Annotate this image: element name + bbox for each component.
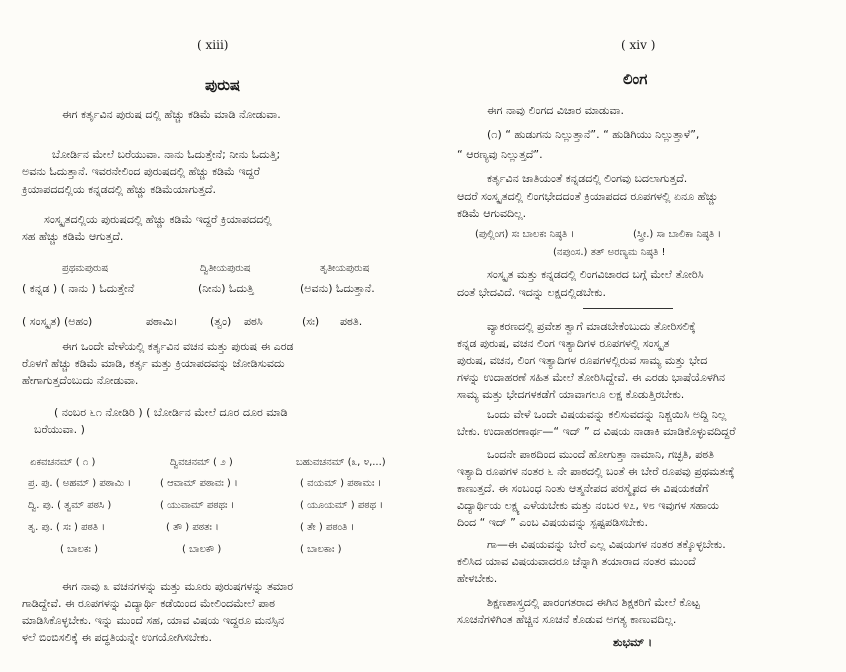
section-heading: ಪುರುಷ xyxy=(205,76,241,94)
sanskrit-example: ಪಠಸಿ xyxy=(244,315,263,328)
sanskrit-example: (ತ್ವಂ) xyxy=(210,315,232,328)
paragraph-line: ಗಾ—ಈ ವಿಷಯವನ್ನು ಬೇರೆ ಎಲ್ಲ ವಿಷಯಗಳ ನಂತರ ತಕ್ಕೊಳ್ಳಬೇಕು. xyxy=(487,538,726,551)
table-cell: ( ಬಾಲಕೌ ) xyxy=(182,544,222,555)
paragraph-line: ಆದರೆ ಸಂಸ್ಕೃತದಲ್ಲಿ ಲಿಂಗಭೇದದಂತೆ ಕ್ರಿಯಾಪದದ ರೂಪಗಳಲ್ಲಿ ಏನೂ ಹೆಚ್ಚು xyxy=(457,190,718,203)
vachana-header: ಬಹುವಚನಮ್ (೩, ೪,...) xyxy=(296,457,386,468)
paragraph-line: ಗಾಡಿದ್ದೇವೆ. ಈ ರೂಪಗಳನ್ನು ವಿದ್ಯಾರ್ಥಿ ಕಡೆಯಿಂದ ಮೇಲಿಂದಮೇಲೆ ಪಾಠ xyxy=(22,597,275,610)
sanskrit-example: (ಪುಲ್ಲಿಂಗ) ಸಃ ಬಾಲಕಃ ನಿಷ್ಠತಿ । xyxy=(475,229,575,240)
table-intro: ( ನಂಬರ ೬೧ ನೋಡಿರಿ ) ( ಬೋರ್ಡಿನ ಮೇಲೆ ದೂರ ದೂರ ಮಾಡಿ xyxy=(54,406,288,419)
sanskrit-example: ( ಸಂಸ್ಕೃತ) (ಅಹಂ) xyxy=(22,315,93,328)
paragraph-line: ಈಗ ಒಂದೇ ವೇಳೆಯಲ್ಲಿ ಕರ್ತೃವಿನ ವಚನ ಮತ್ತು ಪುರುಷ ಈ ಎರಡ xyxy=(62,340,294,353)
paragraph-line: ಒಂದು ವೇಳೆ ಒಂದೇ ವಿಷಯವನ್ನು ಕಲಿಸುವದನ್ನು ನಿಶ್ಚಯಿಸಿ ಅದ್ದಿ ನಿಲ್ಲ xyxy=(487,408,727,421)
table-cell: ( ಬಾಲಕಃ ) xyxy=(60,544,98,555)
table-cell: ( ಆವಾಮ್ ಪಠಾವಃ ) । xyxy=(160,478,238,489)
paragraph-line: ಹೇಳಬೇಕು. xyxy=(457,572,498,585)
example-line: (೧) “ ಹುಡುಗನು ನಿಲ್ಲುತ್ತಾನೆ”. “ ಹುಡಿಗಿಯು ನಿಲ್ಲುತ್ತಾಳೆ”, xyxy=(487,128,700,141)
page-number: ( xiii) xyxy=(197,38,229,52)
paragraph-line: ಕಲಿಸಿದ ಯಾವ ವಿಷಯವಾದರೂ ಚೆನ್ನಾಗಿ ತಯಾರಾದ ನಂತರ ಮುಂದೆ xyxy=(457,555,696,568)
paragraph-line: ಕನ್ನಡ ಪುರುಷ, ವಚನ ಲಿಂಗ ಇತ್ಯಾದಿಗಳ ರೂಪಗಳಲ್ಲಿ ಸಂಸ್ಕೃತ xyxy=(457,337,670,350)
paragraph-line: ದಿಂದ “ ಇದ್ ” ಎಂಬ ವಿಷಯವನ್ನು ಸ್ಪಷ್ಟಪಡಿಸಬೇಕು. xyxy=(457,516,649,529)
paragraph-line: ಕ್ರಿಯಾಪದದಲ್ಲಿಯ ಕನ್ನಡದಲ್ಲಿ ಹೆಚ್ಚು ಕಡಿಮೆಯಾಗುತ್ತದೆ. xyxy=(22,183,216,196)
table-cell: ( ವಯಮ್ ) ಪಠಾಮಃ । xyxy=(300,478,382,489)
table-cell: ( ಬಾಲಕಾಃ ) xyxy=(300,544,342,555)
kannada-example: ( ಕನ್ನಡ ) ( ನಾನು ) ಓದುತ್ತೇನೆ xyxy=(22,282,135,295)
paragraph-line: ರೊಳಗೆ ಹೆಚ್ಚು ಕಡಿಮೆ ಮಾಡಿ, ಕರ್ತೃ ಮತ್ತು ಕ್ರಿಯಾಪದವನ್ನು ಜೋಡಿಸುವದು xyxy=(22,357,285,370)
paragraph-line: ಹೇಗಾಗುತ್ತದೆಂಬುದು ನೋಡುವಾ. xyxy=(22,374,139,387)
section-divider xyxy=(583,308,673,309)
kannada-example: (ನೀನು) ಓದುತ್ತಿ xyxy=(198,282,254,295)
sanskrit-example: ಪಠತಿ. xyxy=(340,315,363,328)
vachana-header: ದ್ವಿವಚನಮ್ ( ೨ ) xyxy=(170,457,233,468)
section-heading: ಲಿಂಗ xyxy=(623,70,648,88)
paragraph-line: ದಂತೆ ಭೇದವಿದೆ. ಇದನ್ನು ಲಕ್ಷದಲ್ಲಿಡಬೇಕು. xyxy=(457,286,607,299)
paragraph-line: ವಿದ್ಯಾರ್ಥಿಯ ಲಕ್ಷ್ಯ ಎಳೆಯಬೇಕು ಮತ್ತು ನಂಬರ ೪೭, ೪೮ ಇವುಗಳ ಸಹಾಯ xyxy=(457,499,719,512)
right-page xyxy=(423,0,846,672)
paragraph-line: ಇತ್ಯಾದಿ ರೂಪಗಳ ನಂತರ ೬ ನೇ ಪಾಠದಲ್ಲಿ ಬಂತೆ ಈ ಬೇರೆ ರೂಪವು ಪ್ರಥಮತಃಕ್ಕೆ xyxy=(457,465,735,478)
vachana-header: ಏಕವಚನಮ್ ( ೧ ) xyxy=(30,457,96,468)
table-cell: ಪ್ರ. ಪು. ( ಅಹಮ್ ) ಪಠಾಮಿ । xyxy=(28,478,132,489)
paragraph-line: ಸಂಸ್ಕೃತದಲ್ಲಿಯ ಪುರುಷದಲ್ಲಿ ಹೆಚ್ಚು ಕಡಿಮೆ ಇದ್ದರೆ ಕ್ರಿಯಾಪದದಲ್ಲಿ xyxy=(44,213,272,226)
purusha-header: ತೃತೀಯಪುರುಷ xyxy=(320,263,370,274)
paragraph-line: ಈಗ ಕರ್ತೃವಿನ ಪುರುಷ ದಲ್ಲಿ ಹೆಚ್ಚು ಕಡಿಮೆ ಮಾಡಿ ನೋಡುವಾ. xyxy=(62,108,281,121)
paragraph-line: ಳಲೆ ಬಿಂಬಿಸಲಿಕ್ಕೆ ಈ ಪದ್ಧತಿಯನ್ನೇ ಉಗಯೋಗಿಸಬೇಕು. xyxy=(22,631,212,644)
closing-word: ಶುಭಮ್ । xyxy=(613,636,653,649)
purusha-header: ಪ್ರಥಮಪುರುಷ xyxy=(62,263,109,274)
paragraph-line: ಈಗ ನಾವು ಲಿಂಗದ ವಿಚಾರ ಮಾಡುವಾ. xyxy=(487,104,624,117)
table-cell: ( ಯೂಯಮ್ ) ಪಠಥ । xyxy=(300,500,384,511)
paragraph-line: ಕಡಿಮೆ ಆಗುವದಿಲ್ಲ. xyxy=(457,207,527,220)
paragraph-line: ಶಿಕ್ಷಣಶಾಸ್ತ್ರದಲ್ಲಿ ಪಾರಂಗತರಾದ ಈಗಿನ ಶಿಕ್ಷಕರಿಗೆ ಮೇಲೆ ಕೊಟ್ಟ xyxy=(487,596,700,609)
example-line: “ ಆರಣ್ಯವು ನಿಲ್ಲುತ್ತದೆ”. xyxy=(457,148,543,161)
paragraph-line: ಬೇಕು. ಉದಾಹರಣಾರ್ಥ—“ ಇದ್ ” ದ ವಿಷಯ ನಾಡಾಕಿ ಮಾಡಿಕೊಳ್ಳುವದಿದ್ದರೆ xyxy=(457,425,736,438)
purusha-header: ದ್ವಿತೀಯಪುರುಷ xyxy=(200,263,251,274)
sanskrit-example: (ಸ್ತ್ರೀ.) ಸಾ ಬಾಲಿಕಾ ನಿಷ್ಠತಿ । xyxy=(633,229,722,240)
paragraph-line: ಬೋರ್ಡಿನ ಮೇಲೆ ಬರೆಯುವಾ. ನಾನು ಓದುತ್ತೇನೆ; ನೀನು ಓದುತ್ತಿ; xyxy=(52,148,281,161)
page-number: ( xiv ) xyxy=(621,38,656,52)
table-cell: ( ತೇ ) ಪಠಂತಿ । xyxy=(300,522,355,533)
paragraph-line: ಸಹ ಹೆಚ್ಚು ಕಡಿಮೆ ಆಗುತ್ತದೆ. xyxy=(22,230,124,243)
kannada-example: (ಅವನು) ಓದುತ್ತಾನೆ. xyxy=(300,282,375,295)
paragraph-line: ಸೂಚನೆಗಳಿಗಿಂತ ಹೆಚ್ಚಿನ ಸೂಚನೆ ಕೊಡುವ ಅಗತ್ಯ ಕಾಣುವದಿಲ್ಲ. xyxy=(457,613,677,626)
paragraph-line: ಪುರುಷ, ವಚನ, ಲಿಂಗ ಇತ್ಯಾದಿಗಳ ರೂಪಗಳಲ್ಲಿರುವ ಸಾಮ್ಯ ಮತ್ತು ಭೇದ xyxy=(457,354,708,367)
table-cell: ( ಯುವಾಮ್ ಪಠಥಃ । xyxy=(160,500,235,511)
paragraph-line: ಗಳನ್ನು ಉದಾಹರಣೆ ಸಹಿತ ಮೇಲೆ ತೋರಿಸಿದ್ದೇವೆ. ಈ ಎರಡು ಭಾಷೆಯೊಳಗಿನ xyxy=(457,371,726,384)
paragraph-line: ಅವನು ಓದುತ್ತಾನೆ. ಇವರನೇಲಿಂದ ಪುರುಷದಲ್ಲಿ ಹೆಚ್ಚು ಕಡಿಮೆ ಇದ್ದರೆ xyxy=(22,165,260,178)
sanskrit-example: (ನಪುಂಸ.) ತತ್ ಅರಣ್ಯಮ ನಿಷ್ಠತಿ ! xyxy=(553,247,666,258)
paragraph-line: ಸಂಸ್ಕೃತ ಮತ್ತು ಕನ್ನಡದಲ್ಲಿ ಲಿಂಗವಿಚಾರದ ಬಗ್ಗೆ ಮೇಲೆ ತೋರಿಸಿ xyxy=(487,268,704,281)
sanskrit-example: ಪಠಾಮಿ। xyxy=(146,315,178,328)
table-cell: ( ತೌ ) ಪಠತಃ । xyxy=(166,522,219,533)
table-cell: ತೃ. ಪು. ( ಸಃ ) ಪಠತಿ । xyxy=(28,522,106,533)
paragraph-line: ಒಂದನೇ ಪಾಠದಿಂದ ಮುಂದೆ ಹೋಗುತ್ತಾ ನಾಮಾನಿ, ಗಚ್ಛತಿ, ಪಠತಿ xyxy=(487,448,714,461)
paragraph-line: ಸಾಮ್ಯ ಮತ್ತು ಭೇದಗಳಕಡೆಗೆ ಯಾವಾಗಲೂ ಲಕ್ಷ ಕೊಡುತ್ತಿರಬೇಕು. xyxy=(457,388,685,401)
table-intro: ಬರೆಯುವಾ. ) xyxy=(34,423,85,436)
paragraph-line: ಕರ್ತೃವಿನ ಜಾತಿಯಂತೆ ಕನ್ನಡದಲ್ಲಿ ಲಿಂಗವು ಬದಲಾಗುತ್ತದೆ. xyxy=(487,172,688,185)
paragraph-line: ಈಗ ನಾವು ೩ ವಚನಗಳನ್ನು ಮತ್ತು ಮೂರು ಪುರುಷಗಳನ್ನು ತಮಾರ xyxy=(62,580,294,593)
paragraph-line: ಮಾಡಿಸಿಕೊಳ್ಳಬೇಕು. ಇನ್ನು ಮುಂದೆ ಸಹ, ಯಾವ ವಿಷಯ ಇದ್ದರೂ ಮನಸ್ಸಿನ xyxy=(22,614,285,627)
sanskrit-example: (ಸಃ) xyxy=(302,315,320,328)
table-cell: ದ್ವಿ. ಪು. ( ತ್ವಮ್ ಪಠಸಿ ) xyxy=(28,500,112,511)
paragraph-line: ಕಾಣುತ್ತದೆ. ಈ ಸಂಬಂಧ ನಿಂತು ಆತ್ಮನೇಪದ ಪರಸ್ಮೈಪದ ಈ ವಿಷಯಕಡೆಗೆ xyxy=(457,482,709,495)
paragraph-line: ವ್ಯಾಕರಣದಲ್ಲಿ ಪ್ರವೇಶ ತ್ವಾಗೆ ಮಾಡಬೇಕೆಂಬುದು ತೋರಿಸಲಿಕ್ಕೆ xyxy=(487,320,696,333)
